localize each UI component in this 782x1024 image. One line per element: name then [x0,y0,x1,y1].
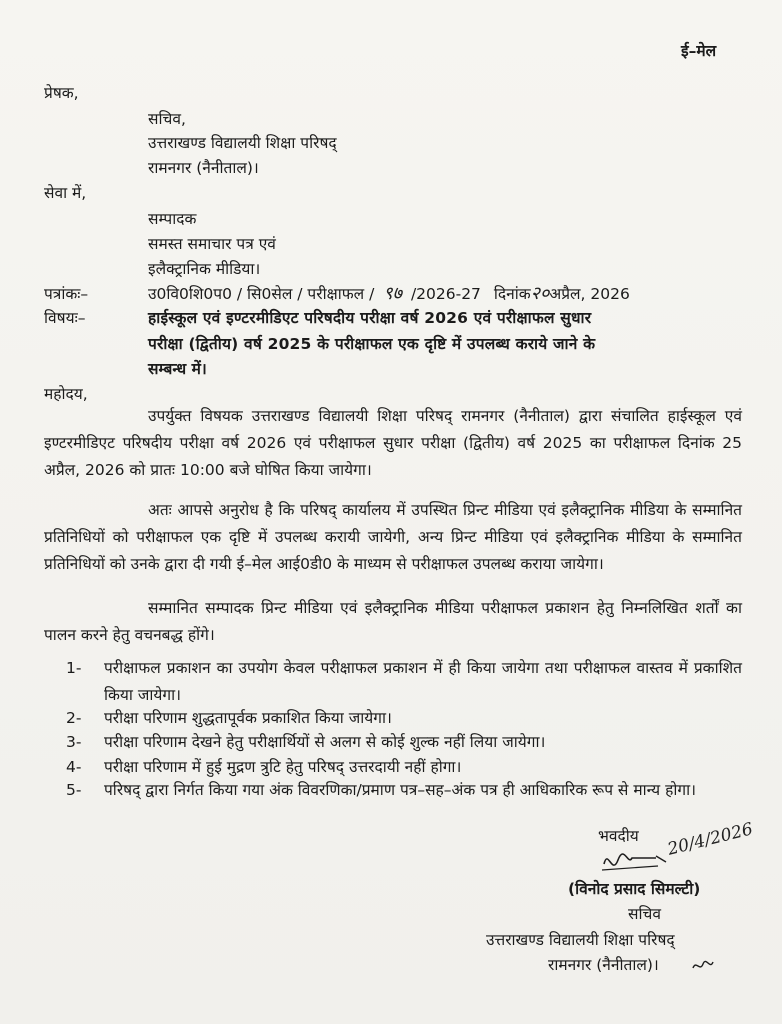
paragraph-1-first: उपर्युक्त विषयक उत्तराखण्ड विद्यालयी शिक्षा परिषद् रामनगर (नैनीताल) द्वारा [148,407,603,425]
paragraph-3-first: सम्मानित सम्पादक प्रिन्ट मीडिया एवं इलैक्ट्रानिक मीडिया परीक्षाफल प्रकाशन हेतु [148,599,614,617]
reference-date-rest: अप्रैल, 2026 [549,285,630,303]
reference-date-day: २० [530,283,550,304]
reference-date-label: दिनांक [493,285,531,303]
paragraph-3 [44,595,742,649]
condition-3-text: परीक्षा परिणाम देखने हेतु परीक्षार्थियों से अलग से कोई शुल्क नहीं लिया जायेगा। [104,733,546,751]
paragraph-1 [44,403,742,484]
signatory-designation: सचिव [628,905,661,923]
sender-organization: उत्तराखण्ड विद्यालयी शिक्षा परिषद् [148,134,337,152]
condition-2-number: 2- [66,709,82,727]
paragraph-2-rest: इलैक्ट्रानिक मीडिया के सम्मानित प्रतिनिधियों को परीक्षाफल एक दृष्टि में उपलब्ध करायी जायेगी, अन्य प्रिन्ट मीडिया एवं इलैक्ट्रानिक मीडिया के सम्मानित प्रतिनिधियों को उनके द्वारा दी गयी ई–मेल आई0डी0 के माध्यम से परीक्षाफल उपलब्ध कराया जायेगा। [44,501,743,573]
condition-4-text: परीक्षा परिणाम में हुई मुद्रण त्रुटि हेतु परिषद् उत्तरदायी नहीं होगा। [104,758,462,776]
recipient-line3: इलैक्ट्रानिक मीडिया। [148,260,261,278]
condition-3-number: 3- [66,733,82,751]
reference-number: ९७ [383,283,402,304]
recipient-line2: समस्त समाचार पत्र एवं [148,235,276,253]
paragraph-3-rest: निम्नलिखित शर्तों का पालन करने हेतु वचनबद्ध होंगे। [44,599,742,644]
reference-year: /2026-27 [410,285,481,303]
signatory-place: रामनगर (नैनीताल)। [548,956,659,974]
reference-prefix: उ0वि0शि0प0 / सि0सेल / परीक्षाफल / [148,285,375,303]
salutation: महोदय, [44,385,88,403]
condition-1-number: 1- [66,659,82,677]
recipient-label: सेवा में, [44,184,87,202]
condition-2-text: परीक्षा परिणाम शुद्धतापूर्वक प्रकाशित किया जायेगा। [104,709,392,727]
signatory-name: (विनोद प्रसाद सिमल्टी) [568,880,701,898]
paragraph-2-first: अतः आपसे अनुरोध है कि परिषद् कार्यालय में उपस्थित प्रिन्ट मीडिया एवं [148,501,556,519]
subject-line1: हाईस्कूल एवं इण्टरमीडिएट परिषदीय परीक्षा वर्ष 2026 एवं परीक्षाफल सुधार [148,309,592,327]
signature-date: 20/4/2026 [665,819,756,860]
signatory-organization: उत्तराखण्ड विद्यालयी शिक्षा परिषद् [486,931,675,949]
condition-1-text: परीक्षाफल प्रकाशन का उपयोग केवल परीक्षाफल प्रकाशन में ही किया जायेगा तथा परीक्षाफल वास्तव में प्रकाशित किया जायेगा। [104,659,742,704]
email-tag: ई–मेल [681,42,717,60]
paragraph-1-rest: संचालित हाईस्कूल एवं इण्टरमीडिएट परिषदीय परीक्षा वर्ष 2026 एवं परीक्षाफल सुधार परीक्षा (द्वितीय) वर्ष 2025 का परीक्षाफल दिनांक 25 अप्रैल, 2026 को प्रातः 10:00 बजे घोषित किया जायेगा। [44,407,742,479]
recipient-line1: सम्पादक [148,210,197,228]
subject-label: विषयः– [44,309,86,327]
subject-line2: परीक्षा (द्वितीय) वर्ष 2025 के परीक्षाफल एक दृष्टि में उपलब्ध कराये जाने के [148,335,596,353]
sender-place: रामनगर (नैनीताल)। [148,159,259,177]
paragraph-2 [44,497,742,578]
initials-mark [690,956,716,976]
reference-line [148,283,630,305]
sender-label: प्रेषक, [44,84,79,102]
reference-label: पत्रांकः– [44,285,89,303]
condition-4-number: 4- [66,758,82,776]
condition-5-text: परिषद् द्वारा निर्गत किया गया अंक विवरणिका/प्रमाण पत्र–सह–अंक पत्र ही आधिकारिक रूप से मान्य होगा। [104,781,696,799]
sender-designation: सचिव, [148,110,186,128]
condition-5-number: 5- [66,781,82,799]
valediction: भवदीय [598,827,639,845]
subject-line3: सम्बन्ध में। [148,360,207,378]
